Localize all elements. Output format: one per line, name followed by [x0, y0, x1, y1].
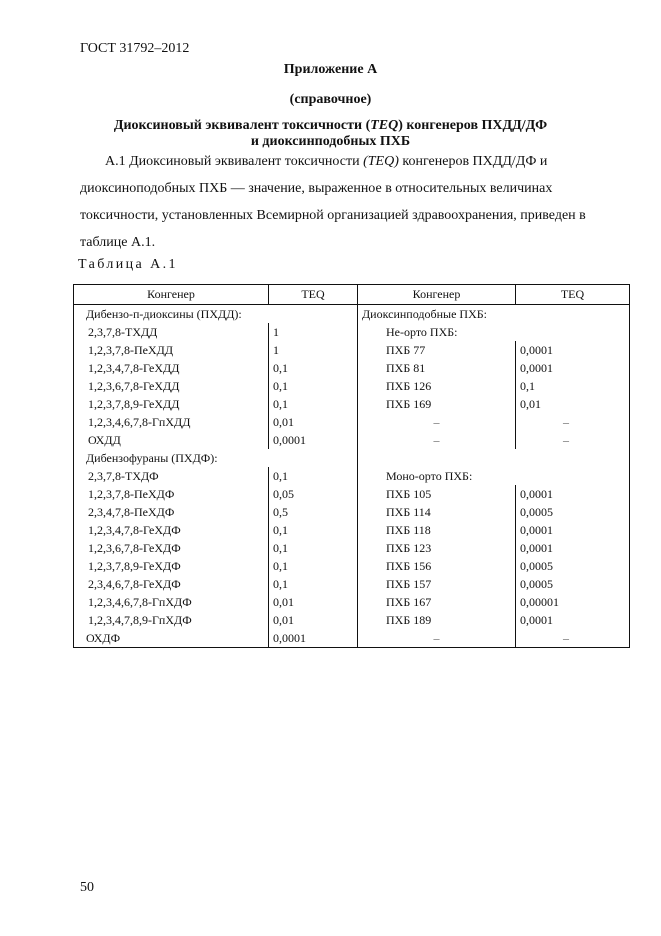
cell-congener-right: ПХБ 77 — [358, 341, 516, 359]
cell-congener-right: ПХБ 114 — [358, 503, 516, 521]
table-row — [74, 323, 630, 341]
table-row — [74, 395, 630, 413]
cell-congener-left: Дибензофураны (ПХДФ): — [74, 449, 269, 467]
cell-teq-left: 0,1 — [269, 395, 358, 413]
cell-teq-right — [516, 467, 630, 485]
table-row — [74, 539, 630, 557]
page-number: 50 — [80, 880, 94, 895]
cell-teq-left: 0,1 — [269, 521, 358, 539]
table-row — [74, 449, 630, 467]
cell-teq-left: 0,1 — [269, 359, 358, 377]
cell-congener-left: 1,2,3,7,8-ПеХДД — [74, 341, 269, 359]
cell-teq-right: 0,0001 — [516, 359, 630, 377]
table-row — [74, 629, 630, 648]
cell-teq-right — [516, 323, 630, 341]
table-row — [74, 611, 630, 629]
cell-congener-right: ПХБ 118 — [358, 521, 516, 539]
cell-congener-right: – — [358, 413, 516, 431]
table-row — [74, 485, 630, 503]
table-row — [74, 503, 630, 521]
appendix-heading-line2: и диоксинподобных ПХБ — [250, 134, 411, 149]
cell-teq-right: 0,00001 — [516, 593, 630, 611]
cell-congener-left: 1,2,3,7,8-ПеХДФ — [74, 485, 269, 503]
header-congener-1: Конгенер — [74, 285, 269, 305]
cell-teq-left: 0,01 — [269, 611, 358, 629]
cell-congener-left: 2,3,4,7,8-ПеХДФ — [74, 503, 269, 521]
cell-congener-right: ПХБ 156 — [358, 557, 516, 575]
appendix-heading: Диоксиновый эквивалент токсичности (TEQ) конгенеров ПХДД/ДФ — [113, 118, 548, 133]
table-caption: Таблица А.1 — [78, 257, 178, 272]
cell-congener-left: ОХДД — [74, 431, 269, 449]
cell-teq-right: 0,0001 — [516, 341, 630, 359]
header-congener-2: Конгенер — [358, 285, 516, 305]
cell-teq-left: 0,05 — [269, 485, 358, 503]
cell-congener-left: ОХДФ — [74, 629, 269, 648]
cell-teq-right: – — [516, 431, 630, 449]
cell-teq-right: – — [516, 629, 630, 648]
table-row — [74, 305, 630, 324]
table-row — [74, 467, 630, 485]
cell-congener-left: 1,2,3,6,7,8-ГеХДФ — [74, 539, 269, 557]
cell-teq-left — [269, 449, 358, 467]
cell-congener-right: ПХБ 169 — [358, 395, 516, 413]
cell-congener-left: 1,2,3,4,6,7,8-ГпХДД — [74, 413, 269, 431]
cell-congener-right: ПХБ 167 — [358, 593, 516, 611]
header-teq-1: TEQ — [269, 285, 358, 305]
cell-teq-left — [269, 305, 358, 324]
cell-teq-right — [516, 305, 630, 324]
cell-congener-right: Моно-орто ПХБ: — [386, 468, 473, 483]
table-row — [74, 521, 630, 539]
cell-teq-left: 0,0001 — [269, 629, 358, 648]
cell-teq-left: 1 — [269, 341, 358, 359]
teq-table — [73, 284, 630, 648]
table-row — [74, 377, 630, 395]
cell-teq-left: 0,01 — [269, 593, 358, 611]
cell-teq-left: 0,1 — [269, 467, 358, 485]
cell-congener-left: 2,3,7,8-ТХДФ — [74, 467, 269, 485]
cell-teq-right: – — [516, 413, 630, 431]
cell-congener-right: ПХБ 126 — [358, 377, 516, 395]
cell-congener-left: 1,2,3,6,7,8-ГеХДД — [74, 377, 269, 395]
table-row — [74, 359, 630, 377]
table-row — [74, 575, 630, 593]
cell-teq-right: 0,0005 — [516, 503, 630, 521]
table-row — [74, 413, 630, 431]
cell-congener-left: 1,2,3,7,8,9-ГеХДД — [74, 395, 269, 413]
cell-teq-left: 0,5 — [269, 503, 358, 521]
appendix-title: Приложение А — [283, 62, 378, 77]
table-row — [74, 431, 630, 449]
cell-teq-left: 0,1 — [269, 377, 358, 395]
cell-teq-left: 0,01 — [269, 413, 358, 431]
table-row — [74, 341, 630, 359]
cell-teq-left: 0,0001 — [269, 431, 358, 449]
table-header-row — [74, 285, 630, 305]
cell-congener-right: Диоксинподобные ПХБ: — [362, 306, 487, 321]
cell-teq-left: 0,1 — [269, 575, 358, 593]
table-row — [74, 557, 630, 575]
cell-teq-left: 1 — [269, 323, 358, 341]
appendix-type: (справочное) — [289, 92, 372, 107]
cell-teq-right: 0,01 — [516, 395, 630, 413]
cell-congener-right: ПХБ 81 — [358, 359, 516, 377]
cell-teq-right: 0,1 — [516, 377, 630, 395]
cell-congener-left: 1,2,3,4,7,8-ГеХДФ — [74, 521, 269, 539]
cell-congener-left: Дибензо-п-диоксины (ПХДД): — [74, 305, 269, 324]
cell-teq-right: 0,0001 — [516, 521, 630, 539]
cell-congener-right: Не-орто ПХБ: — [386, 324, 458, 339]
header-teq-2: TEQ — [516, 285, 630, 305]
body-paragraph: А.1 Диоксиновый эквивалент токсичности (TEQ) конгенеров ПХДД/ДФ и диоксиноподобных ПХБ — значение, выраженное в относительных величинах токсичности, установленных Всемирной организацией здравоохранения, приведен в таблице А.1. — [80, 154, 586, 250]
cell-congener-right: – — [358, 431, 516, 449]
cell-congener-left: 1,2,3,7,8,9-ГеХДФ — [74, 557, 269, 575]
cell-teq-left: 0,1 — [269, 539, 358, 557]
cell-teq-right: 0,0001 — [516, 485, 630, 503]
cell-teq-left: 0,1 — [269, 557, 358, 575]
cell-teq-right: 0,0001 — [516, 611, 630, 629]
cell-congener-left: 1,2,3,4,6,7,8-ГпХДФ — [74, 593, 269, 611]
cell-teq-right: 0,0005 — [516, 575, 630, 593]
cell-teq-right — [516, 449, 630, 467]
cell-congener-right: ПХБ 157 — [358, 575, 516, 593]
cell-congener-left: 1,2,3,4,7,8,9-ГпХДФ — [74, 611, 269, 629]
cell-congener-left: 1,2,3,4,7,8-ГеХДД — [74, 359, 269, 377]
cell-congener-left: 2,3,4,6,7,8-ГеХДФ — [74, 575, 269, 593]
table-row — [74, 593, 630, 611]
cell-teq-right: 0,0001 — [516, 539, 630, 557]
cell-congener-right — [358, 449, 516, 467]
cell-congener-left: 2,3,7,8-ТХДД — [74, 323, 269, 341]
cell-teq-right: 0,0005 — [516, 557, 630, 575]
standard-header: ГОСТ 31792–2012 — [80, 41, 190, 56]
cell-congener-right: ПХБ 123 — [358, 539, 516, 557]
cell-congener-right: ПХБ 189 — [358, 611, 516, 629]
cell-congener-right: – — [358, 629, 516, 648]
cell-congener-right: ПХБ 105 — [358, 485, 516, 503]
